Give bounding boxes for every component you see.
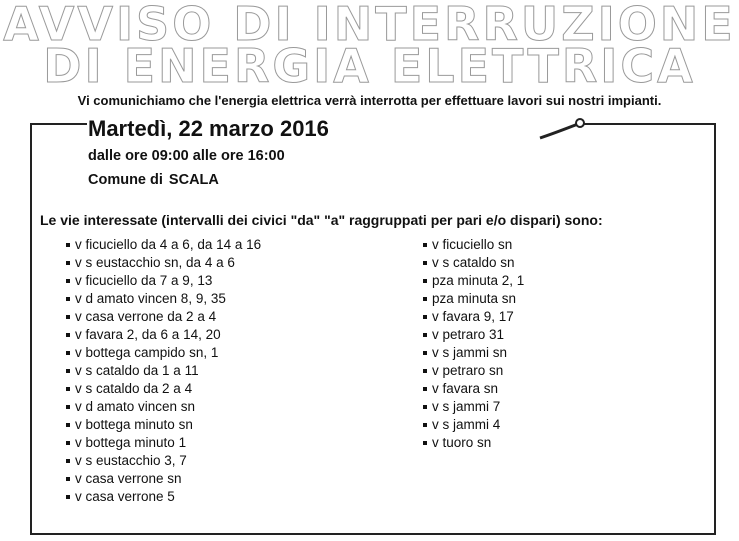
- list-item: v ficuciello da 7 a 9, 13: [66, 272, 261, 290]
- list-item: v favara 9, 17: [423, 308, 524, 326]
- list-item: v casa verrone da 2 a 4: [66, 308, 261, 326]
- headline-line-1: AVVISO DI INTERRUZIONE: [3, 0, 736, 51]
- list-item: v s cataldo da 1 a 11: [66, 362, 261, 380]
- list-item: v s cataldo da 2 a 4: [66, 380, 261, 398]
- streets-lead: Le vie interessate (intervalli dei civici "da" "a" raggruppati per pari e/o dispari) sono:: [40, 212, 603, 228]
- comune-label: Comune di: [88, 172, 163, 188]
- list-item: v casa verrone sn: [66, 470, 261, 488]
- list-item: v tuoro sn: [423, 434, 524, 452]
- list-item: v favara sn: [423, 380, 524, 398]
- comune-name: SCALA: [168, 172, 219, 188]
- headline-line-2: DI ENERGIA ELETTRICA: [43, 39, 696, 93]
- list-item: v bottega minuto sn: [66, 416, 261, 434]
- street-list-right: [423, 236, 524, 452]
- frame-top-left-edge: [30, 123, 87, 125]
- list-item: v bottega minuto 1: [66, 434, 261, 452]
- list-item: v bottega campido sn, 1: [66, 344, 261, 362]
- list-item: v casa verrone 5: [66, 488, 261, 506]
- list-item: v favara 2, da 6 a 14, 20: [66, 326, 261, 344]
- list-item: v s eustacchio 3, 7: [66, 452, 261, 470]
- list-item: pza minuta 2, 1: [423, 272, 524, 290]
- outage-hours: dalle ore 09:00 alle ore 16:00: [88, 148, 285, 164]
- list-item: v petraro 31: [423, 326, 524, 344]
- intro-text: Vi comunichiamo che l'energia elettrica verrà interrotta per effettuare lavori sui nostri impianti.: [77, 93, 662, 108]
- street-list-left: [66, 236, 261, 506]
- comune-line: [88, 172, 219, 188]
- list-item: v s jammi sn: [423, 344, 524, 362]
- list-item: v petraro sn: [423, 362, 524, 380]
- list-item: v ficuciello sn: [423, 236, 524, 254]
- list-item: v d amato vincen sn: [66, 398, 261, 416]
- list-item: v d amato vincen 8, 9, 35: [66, 290, 261, 308]
- list-item: v s eustacchio sn, da 4 a 6: [66, 254, 261, 272]
- list-item: v s jammi 4: [423, 416, 524, 434]
- list-item: pza minuta sn: [423, 290, 524, 308]
- list-item: v s cataldo sn: [423, 254, 524, 272]
- list-item: v s jammi 7: [423, 398, 524, 416]
- frame-top-right-edge: [580, 123, 716, 125]
- outage-date: Martedì, 22 marzo 2016: [88, 116, 329, 141]
- list-item: v ficuciello da 4 a 6, da 14 a 16: [66, 236, 261, 254]
